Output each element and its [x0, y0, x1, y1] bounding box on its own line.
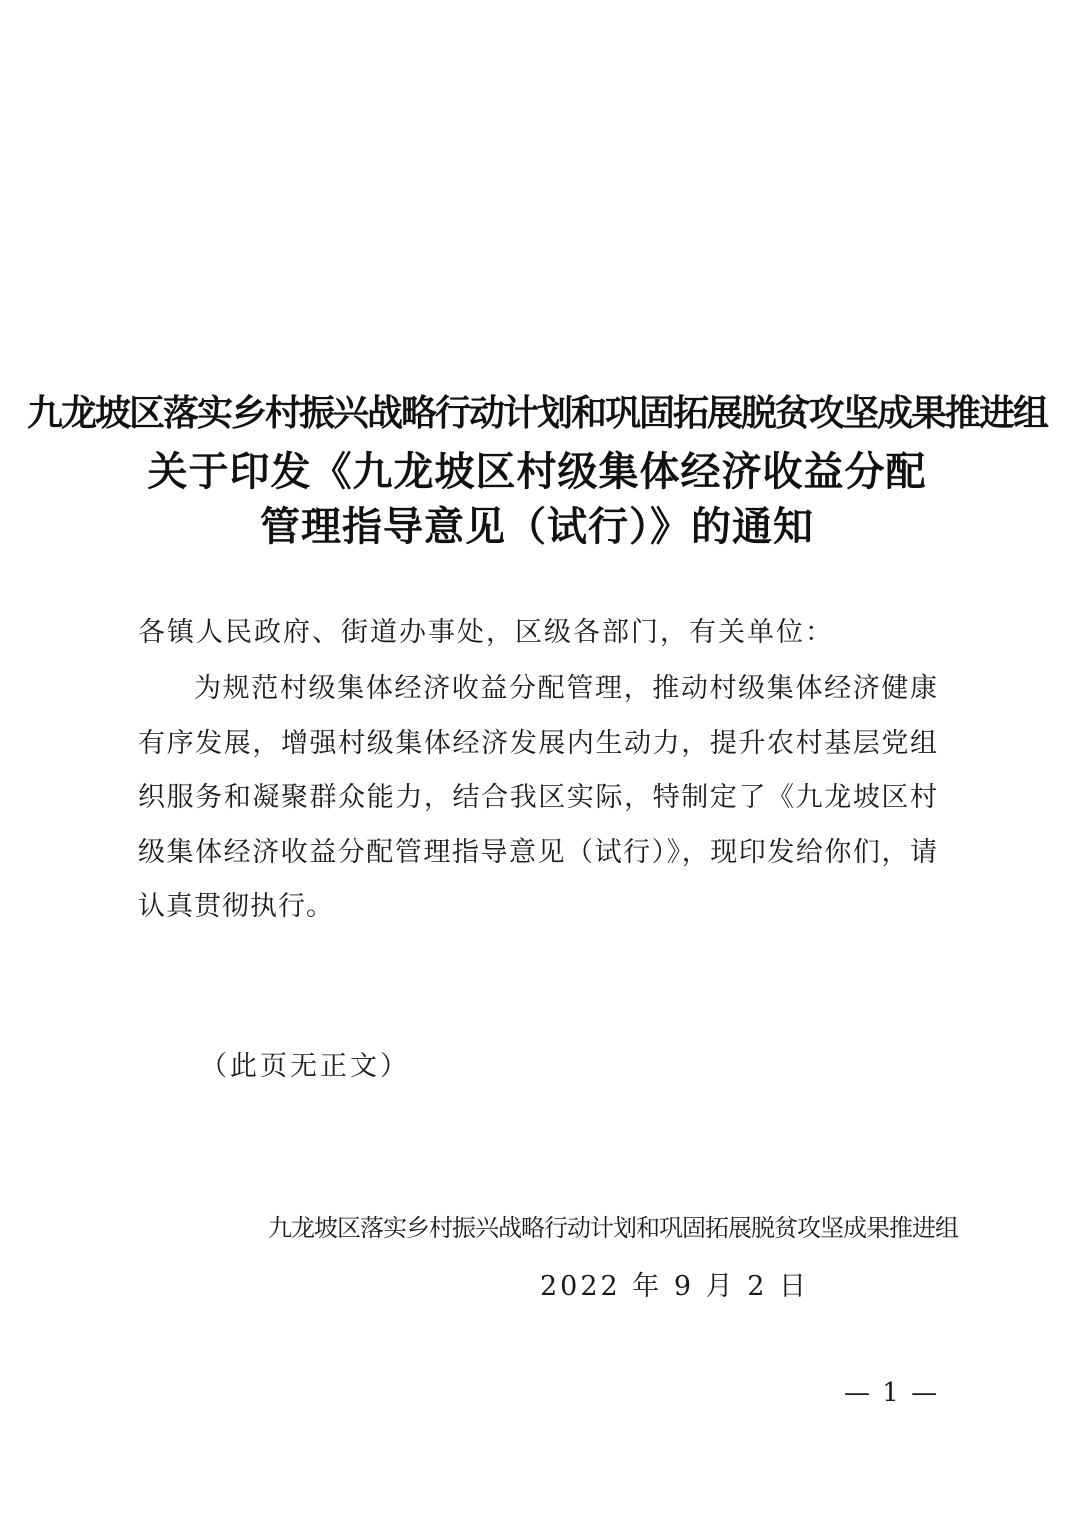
signature-date: 2022 年 9 月 2 日 [540, 1271, 809, 1302]
salutation: 各镇人民政府、街道办事处，区级各部门，有关单位： [138, 617, 834, 648]
title-line-2: 关于印发《九龙坡区村级集体经济收益分配 [147, 448, 927, 495]
no-body-note: （此页无正文） [200, 1051, 410, 1082]
signature-organization: 九龙坡区落实乡村振兴战略行动计划和巩固拓展脱贫攻坚成果推进组 [268, 1214, 958, 1242]
title-line-1: 九龙坡区落实乡村振兴战略行动计划和巩固拓展脱贫攻坚成果推进组 [26, 392, 1047, 434]
title-line-3: 管理指导意见（试行）》的通知 [260, 503, 814, 550]
page-number: — 1 — [844, 1378, 940, 1408]
body-paragraph: 为规范村级集体经济收益分配管理，推动村级集体经济健康有序发展，增强村级集体经济发展内生动力，提升农村基层党组织服务和凝聚群众能力，结合我区实际，特制定了《九龙坡区村级集体经济收益分配管理指导意见（试行）》，现印发给你们，请认真贯彻执行。 [138, 673, 938, 922]
